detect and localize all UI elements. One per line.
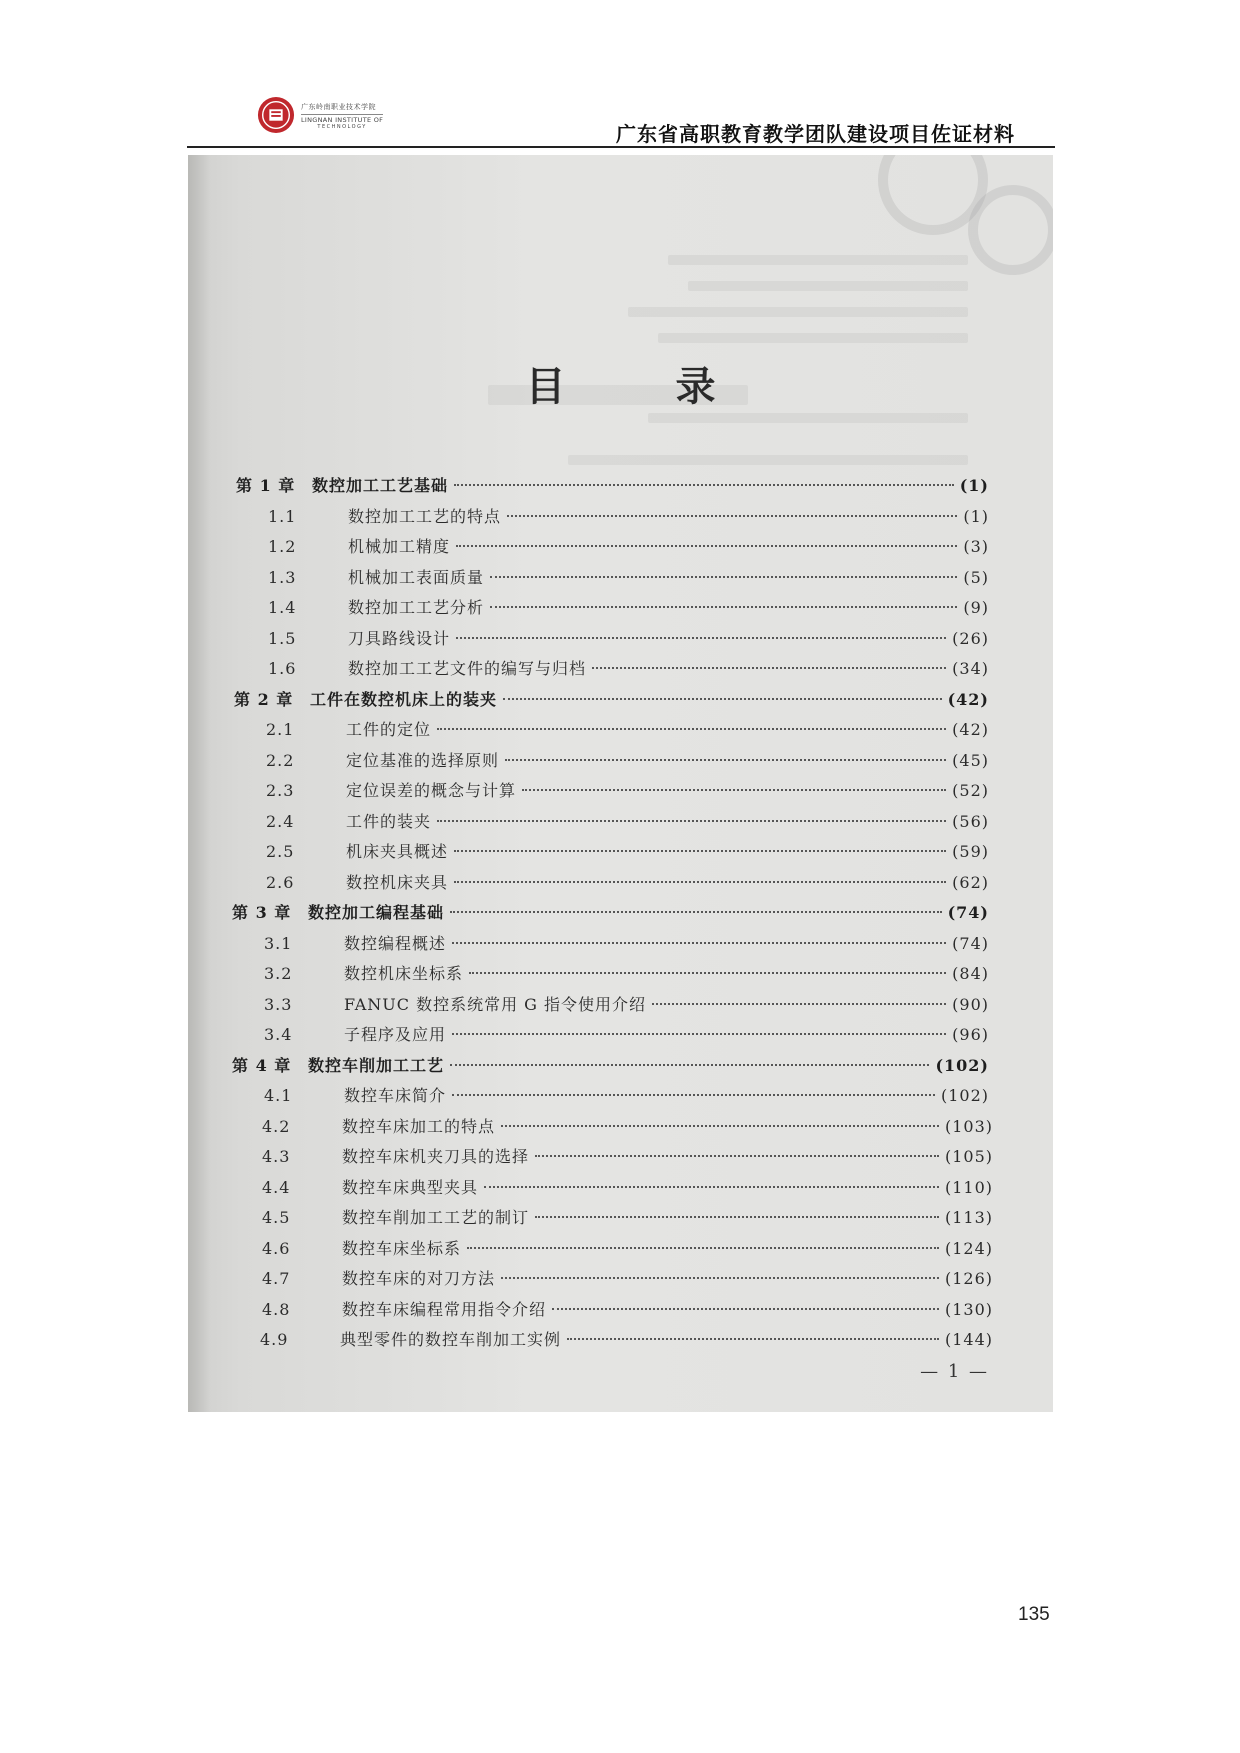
dot-leader	[490, 606, 957, 608]
dot-leader	[456, 545, 957, 547]
toc-section-row	[264, 1022, 989, 1052]
toc-section-row	[268, 595, 989, 625]
toc-page: (110)	[944, 1177, 993, 1197]
header-rule	[187, 146, 1055, 148]
book-page-photo	[188, 155, 1053, 1412]
toc-section-row	[262, 1114, 993, 1144]
toc-label: 机床夹具概述	[346, 842, 449, 861]
toc-number: 2.1	[266, 720, 295, 739]
toc-number: 4.7	[262, 1269, 291, 1288]
document-header	[187, 80, 1055, 150]
toc-page: (1)	[959, 476, 989, 495]
toc-number: 第 3 章	[232, 903, 292, 922]
toc-label: 数控车削加工工艺的制订	[342, 1208, 530, 1227]
toc-page: (113)	[944, 1208, 993, 1227]
toc-label: 子程序及应用	[344, 1025, 447, 1044]
book-page-footer: — 1 —	[920, 1361, 989, 1382]
dot-leader	[452, 1033, 946, 1035]
dot-leader	[452, 942, 946, 944]
toc-page: (130)	[944, 1299, 993, 1319]
toc-section-row	[268, 504, 989, 534]
toc-section-row	[266, 717, 989, 747]
dot-leader	[452, 1094, 935, 1096]
show-through-text	[688, 281, 968, 291]
toc-number: 1.1	[268, 506, 297, 526]
logo-text	[301, 102, 383, 130]
toc-number: 3.2	[264, 964, 293, 983]
dot-leader	[507, 515, 957, 517]
dot-leader	[450, 1064, 929, 1066]
toc-section-row	[264, 1083, 989, 1113]
toc-number: 2.4	[266, 811, 295, 831]
toc-label: FANUC 数控系统常用 G 指令使用介绍	[344, 994, 647, 1014]
toc-label: 数控加工编程基础	[308, 903, 445, 922]
toc-label: 数控机床坐标系	[344, 964, 464, 983]
toc-page: (42)	[947, 689, 989, 709]
toc-page: (96)	[952, 1025, 989, 1044]
toc-section-row	[262, 1144, 993, 1174]
toc-section-row	[262, 1205, 993, 1235]
toc-title: 目 录	[525, 363, 764, 410]
toc-label: 数控车床机夹刀具的选择	[342, 1147, 530, 1166]
toc-label: 数控编程概述	[344, 933, 447, 953]
dot-leader	[467, 1247, 939, 1249]
dot-leader	[454, 850, 946, 852]
logo-en: LINGNAN INSTITUTE OF	[301, 116, 384, 124]
show-through-text	[658, 333, 968, 343]
toc-number: 3.3	[264, 994, 293, 1014]
toc-number: 第 1 章	[236, 476, 296, 495]
toc-section-row	[266, 839, 989, 869]
toc-chapter-row	[234, 687, 989, 717]
toc-label: 数控车削加工工艺	[308, 1055, 445, 1075]
toc-number: 第 2 章	[234, 689, 294, 709]
logo-en2: TECHNOLOGY	[317, 124, 367, 130]
toc-section-row	[266, 748, 989, 778]
dot-leader	[503, 698, 942, 700]
toc-label: 工件的装夹	[346, 811, 432, 831]
show-through-text	[648, 413, 968, 423]
toc-chapter-row	[236, 473, 989, 503]
toc-number: 4.9	[260, 1330, 289, 1349]
toc-label: 典型零件的数控车削加工实例	[340, 1330, 562, 1349]
toc-number: 第 4 章	[232, 1055, 292, 1075]
toc-page: (124)	[944, 1238, 993, 1258]
toc-chapter-row	[232, 1053, 989, 1083]
toc-page: (42)	[952, 720, 989, 739]
dot-leader	[535, 1216, 939, 1218]
toc-number: 3.4	[264, 1025, 293, 1044]
toc-label: 数控车床典型夹具	[342, 1177, 479, 1197]
toc-label: 数控车床简介	[344, 1086, 447, 1105]
toc-page: (126)	[944, 1269, 993, 1288]
toc-page: (3)	[963, 537, 989, 556]
dot-leader	[469, 972, 946, 974]
toc-label: 数控加工工艺分析	[348, 598, 485, 617]
logo-cn: 广东岭南职业技术学院	[301, 103, 376, 111]
toc-chapter-row	[232, 900, 989, 930]
toc-section-row	[262, 1236, 993, 1266]
toc-number: 4.8	[262, 1299, 291, 1319]
toc-label: 工件的定位	[346, 720, 432, 739]
dot-leader	[592, 667, 946, 669]
toc-section-row	[264, 961, 989, 991]
dot-leader	[437, 820, 946, 822]
dot-leader	[456, 637, 946, 639]
dot-leader	[454, 484, 954, 486]
toc-number: 1.2	[268, 537, 297, 556]
show-through-text	[668, 255, 968, 265]
dot-leader	[501, 1277, 939, 1279]
toc-section-row	[260, 1327, 993, 1357]
toc-number: 2.3	[266, 781, 295, 800]
toc-section-row	[266, 870, 989, 900]
toc-section-row	[268, 565, 989, 595]
toc-label: 数控车床坐标系	[342, 1238, 462, 1258]
toc-section-row	[268, 656, 989, 686]
page-number: 135	[1018, 1604, 1050, 1625]
toc-page: (62)	[952, 872, 989, 892]
toc-number: 2.5	[266, 842, 295, 861]
dot-leader	[505, 759, 946, 761]
toc-page: (59)	[952, 842, 989, 861]
dot-leader	[437, 728, 946, 730]
toc-page: (9)	[963, 598, 989, 617]
toc-label: 数控车床的对刀方法	[342, 1269, 496, 1288]
toc-section-row	[268, 534, 989, 564]
toc-section-row	[264, 992, 989, 1022]
dot-leader	[552, 1308, 939, 1310]
toc-page: (56)	[952, 811, 989, 831]
show-through-text	[568, 455, 968, 465]
toc-section-row	[264, 931, 989, 961]
gear-decoration-icon	[968, 185, 1053, 275]
toc-label: 定位误差的概念与计算	[346, 781, 517, 800]
toc-section-row	[268, 626, 989, 656]
toc-label: 数控机床夹具	[346, 872, 449, 892]
dot-leader	[501, 1125, 939, 1127]
toc-number: 4.1	[264, 1086, 293, 1105]
toc-page: (103)	[944, 1116, 993, 1136]
toc-number: 1.6	[268, 659, 297, 678]
toc-page: (144)	[944, 1330, 993, 1349]
toc-page: (1)	[963, 506, 989, 526]
toc-page: (34)	[952, 659, 989, 678]
toc-label: 机械加工表面质量	[348, 567, 485, 587]
toc-page: (26)	[952, 628, 989, 648]
toc-number: 4.6	[262, 1238, 291, 1258]
toc-section-row	[262, 1297, 993, 1327]
dot-leader	[490, 576, 957, 578]
toc-number: 1.5	[268, 628, 297, 648]
toc-label: 机械加工精度	[348, 537, 451, 556]
toc-number: 2.2	[266, 750, 295, 770]
toc-label: 数控加工工艺文件的编写与归档	[348, 659, 587, 678]
toc-page: (45)	[952, 750, 989, 770]
toc-number: 4.2	[262, 1116, 291, 1136]
toc-page: (90)	[952, 994, 989, 1014]
toc-page: (102)	[935, 1055, 989, 1075]
toc-label: 定位基准的选择原则	[346, 750, 500, 770]
dot-leader	[535, 1155, 939, 1157]
toc-number: 1.4	[268, 598, 297, 617]
toc-page: (52)	[952, 781, 989, 800]
dot-leader	[454, 881, 946, 883]
show-through-text	[628, 307, 968, 317]
dot-leader	[652, 1003, 946, 1005]
toc-number: 4.3	[262, 1147, 291, 1166]
dot-leader	[522, 789, 946, 791]
toc-label: 工件在数控机床上的装夹	[310, 689, 498, 709]
toc-number: 3.1	[264, 933, 293, 953]
toc-section-row	[266, 809, 989, 839]
toc-page: (84)	[952, 964, 989, 983]
toc-number: 2.6	[266, 872, 295, 892]
toc-number: 4.4	[262, 1177, 291, 1197]
toc-label: 刀具路线设计	[348, 628, 451, 648]
toc-number: 4.5	[262, 1208, 291, 1227]
toc-section-row	[262, 1266, 993, 1296]
toc-section-row	[266, 778, 989, 808]
toc-section-row	[262, 1175, 993, 1205]
toc-label: 数控加工工艺基础	[312, 476, 449, 495]
toc-label: 数控车床编程常用指令介绍	[342, 1299, 547, 1319]
school-logo-icon	[257, 96, 295, 134]
toc-label: 数控加工工艺的特点	[348, 506, 502, 526]
toc-page: (105)	[944, 1147, 993, 1166]
toc-label: 数控车床加工的特点	[342, 1116, 496, 1136]
toc-page: (102)	[940, 1086, 989, 1105]
header-title: 广东省高职教育教学团队建设项目佐证材料	[616, 122, 1015, 146]
dot-leader	[567, 1338, 939, 1340]
dot-leader	[450, 911, 942, 913]
toc-page: (74)	[952, 933, 989, 953]
toc-number: 1.3	[268, 567, 297, 587]
toc-page: (74)	[947, 903, 989, 922]
dot-leader	[484, 1186, 939, 1188]
toc-page: (5)	[963, 567, 989, 587]
